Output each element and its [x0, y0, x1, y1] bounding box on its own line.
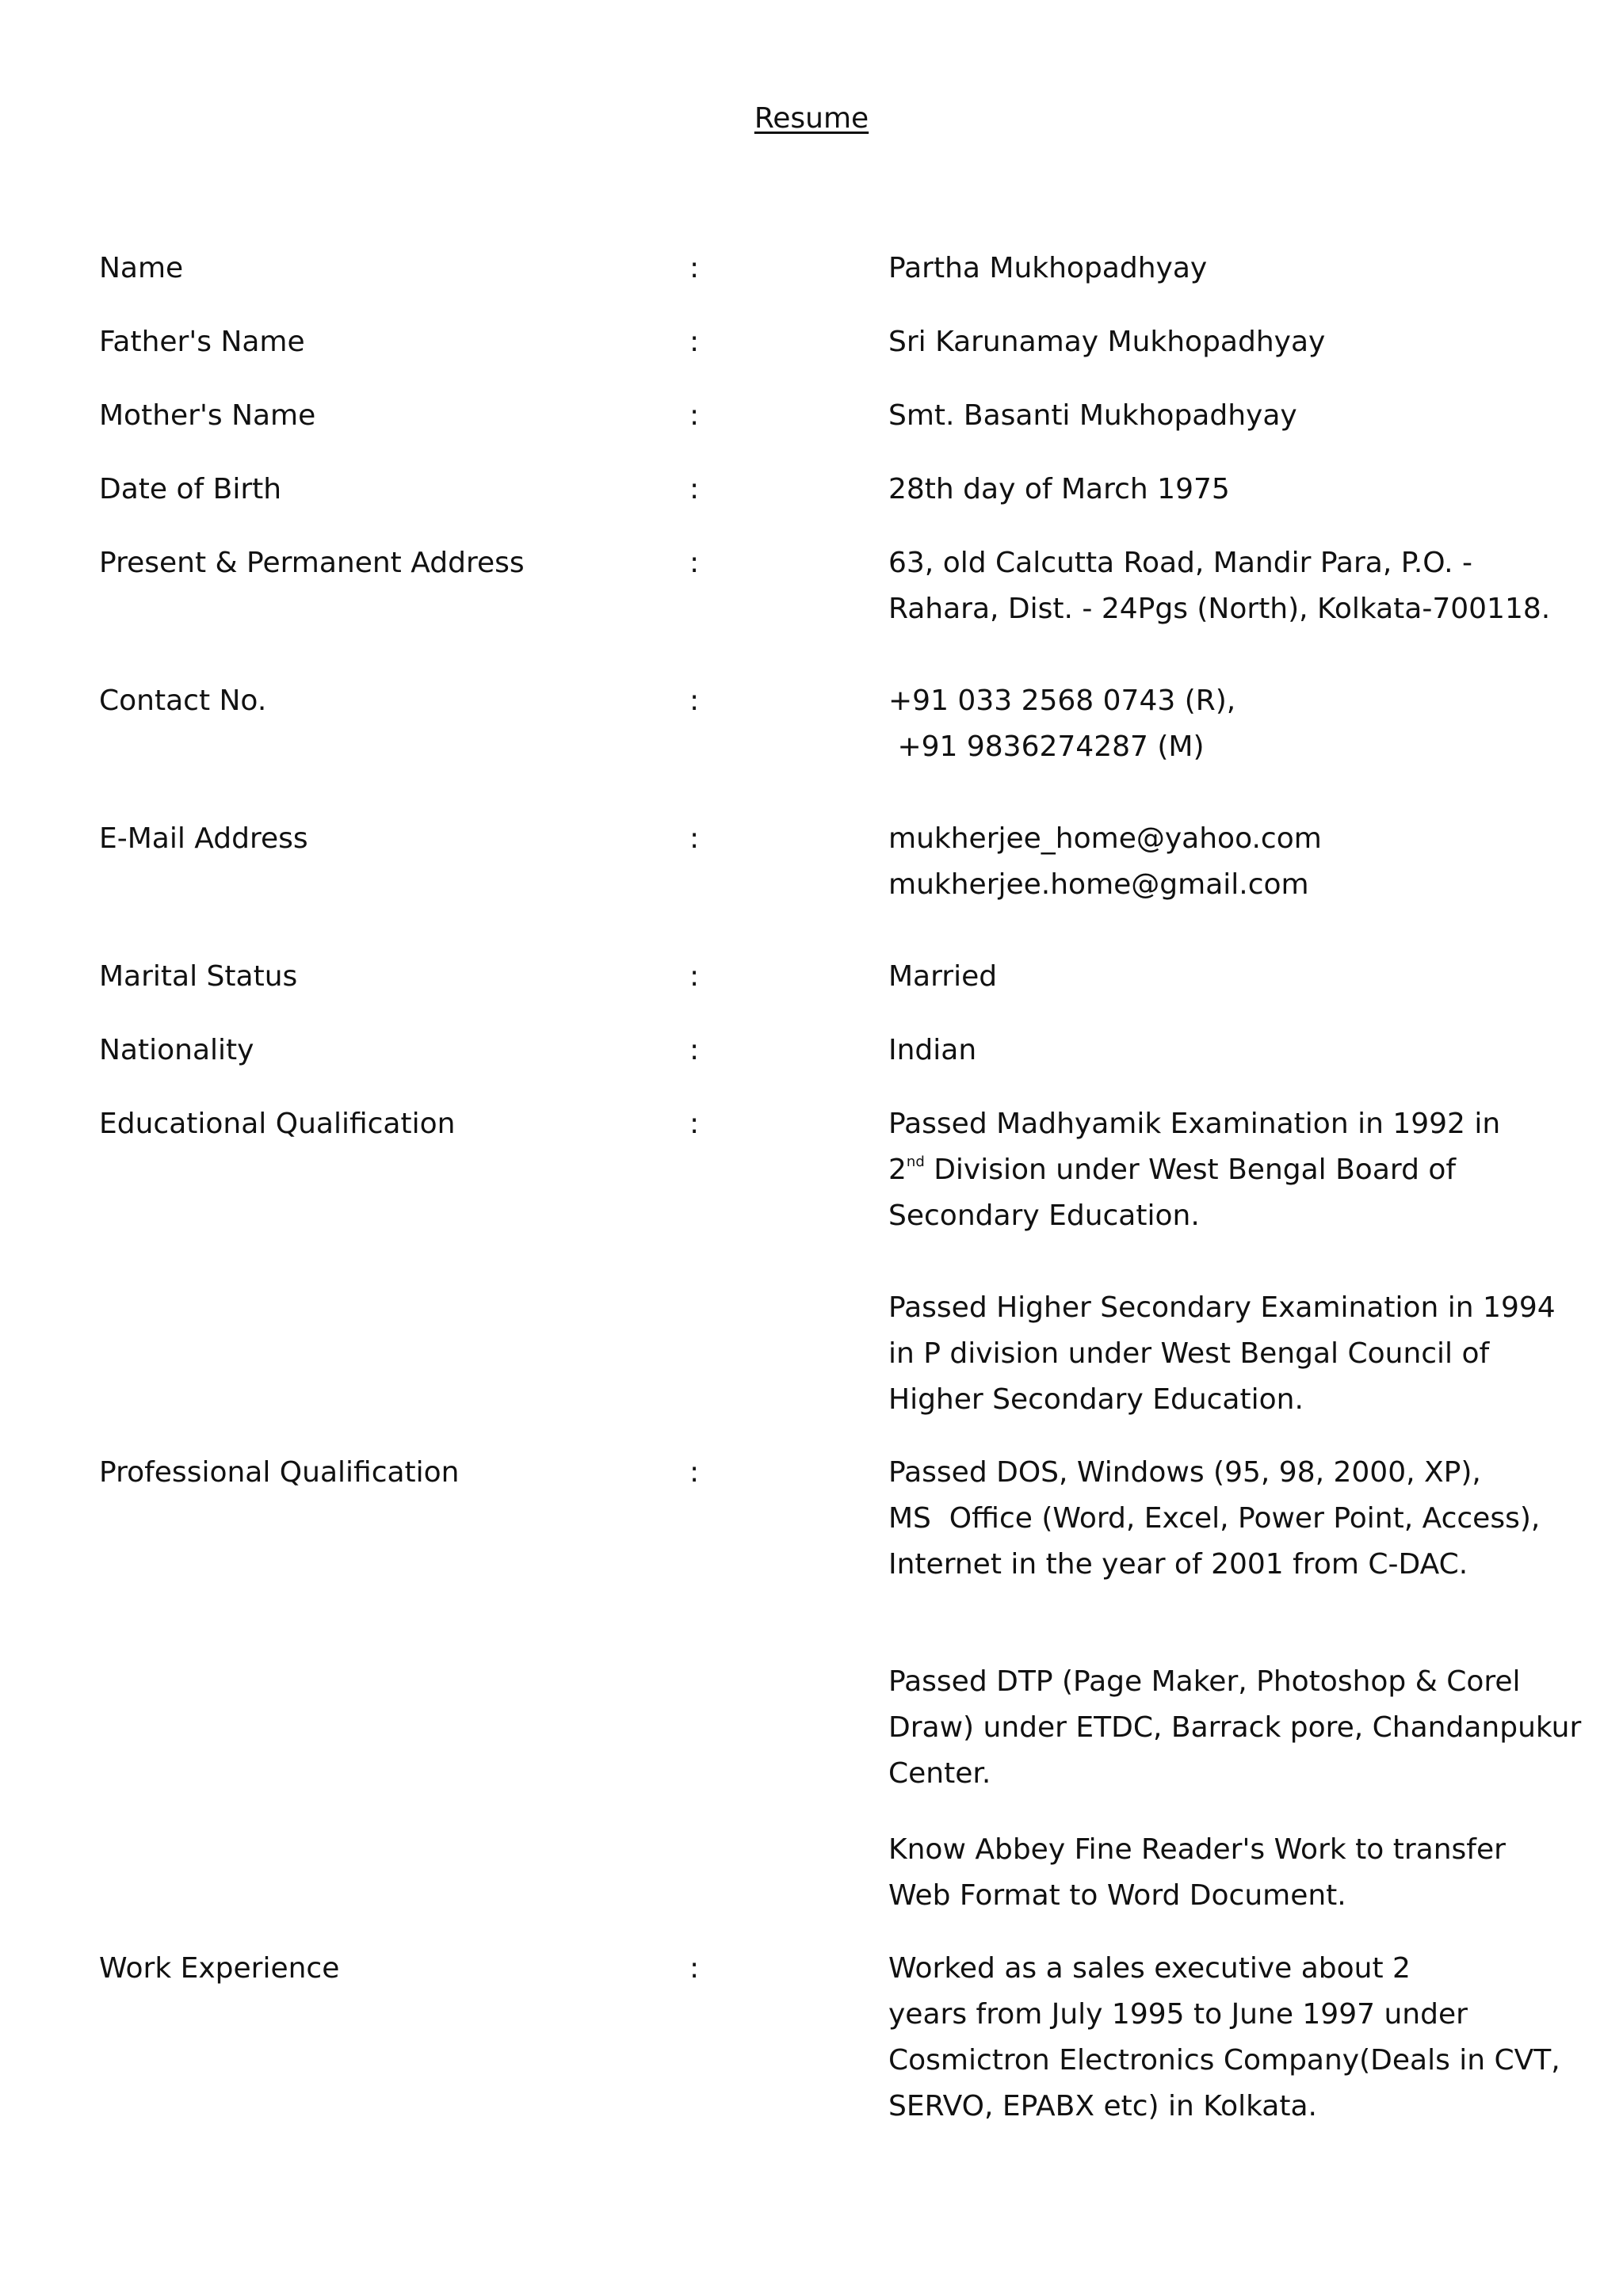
division-number: 2 — [888, 1154, 907, 1186]
professional-computer-course — [888, 1450, 1586, 1588]
professional-fine-reader — [888, 1827, 1586, 1919]
nationality-separator: : — [689, 1034, 700, 1066]
contact-label: Contact No. — [99, 685, 267, 717]
education-hs-line-3: Higher Secondary Education. — [888, 1383, 1304, 1416]
mother-name-value: Smt. Basanti Mukhopadhyay — [888, 399, 1297, 432]
education-higher-secondary — [888, 1285, 1586, 1423]
marital-status-separator: : — [689, 960, 700, 993]
education-separator: : — [689, 1108, 700, 1140]
work-experience-line-2: years from July 1995 to June 1997 under — [888, 1998, 1468, 2031]
email-label: E-Mail Address — [99, 822, 308, 855]
work-experience-separator: : — [689, 1952, 700, 1985]
education-madhyamik-line-2 — [888, 1147, 1586, 1193]
professional-p2-line-3: Center. — [888, 1757, 991, 1790]
professional-p1-line-3: Internet in the year of 2001 from C-DAC. — [888, 1548, 1468, 1581]
education-madhyamik-line-3: Secondary Education. — [888, 1199, 1200, 1232]
mother-name-separator: : — [689, 399, 700, 432]
contact-separator: : — [689, 685, 700, 717]
education-madhyamik-line-2-rest: Division under West Bengal Board of — [924, 1154, 1457, 1186]
professional-p2-line-2: Draw) under ETDC, Barrack pore, Chandanpukur — [888, 1711, 1582, 1744]
mother-name-label: Mother's Name — [99, 399, 316, 432]
education-madhyamik-line-1: Passed Madhyamik Examination in 1992 in — [888, 1108, 1501, 1140]
nationality-value: Indian — [888, 1034, 977, 1066]
education-madhyamik — [888, 1101, 1586, 1239]
professional-p1-line-2: MS Office (Word, Excel, Power Point, Access), — [888, 1502, 1541, 1535]
address-line-1: 63, old Calcutta Road, Mandir Para, P.O. - — [888, 547, 1473, 579]
address-label: Present & Permanent Address — [99, 547, 525, 579]
name-label: Name — [99, 252, 184, 284]
marital-status-label: Marital Status — [99, 960, 298, 993]
professional-p1-line-1: Passed DOS, Windows (95, 98, 2000, XP), — [888, 1456, 1481, 1489]
professional-separator: : — [689, 1456, 700, 1489]
education-hs-line-2: in P division under West Bengal Council of — [888, 1337, 1490, 1370]
dob-separator: : — [689, 473, 700, 505]
name-separator: : — [689, 252, 700, 284]
contact-phone-residence: +91 033 2568 0743 (R), — [888, 685, 1236, 717]
name-value: Partha Mukhopadhyay — [888, 252, 1208, 284]
professional-p3-line-1: Know Abbey Fine Reader's Work to transfer — [888, 1833, 1506, 1866]
dob-value: 28th day of March 1975 — [888, 473, 1230, 505]
nationality-label: Nationality — [99, 1034, 254, 1066]
email-separator: : — [689, 822, 700, 855]
father-name-value: Sri Karunamay Mukhopadhyay — [888, 326, 1326, 358]
work-experience-line-4: SERVO, EPABX etc) in Kolkata. — [888, 2090, 1317, 2122]
professional-dtp-course — [888, 1659, 1586, 1797]
resume-title: Resume — [754, 102, 869, 135]
work-experience-label: Work Experience — [99, 1952, 340, 1985]
email-address-2: mukherjee.home@gmail.com — [888, 868, 1309, 901]
marital-status-value: Married — [888, 960, 998, 993]
work-experience-line-3: Cosmictron Electronics Company(Deals in CVT, — [888, 2044, 1560, 2077]
father-name-label: Father's Name — [99, 326, 305, 358]
address-line-2: Rahara, Dist. - 24Pgs (North), Kolkata-700118. — [888, 593, 1551, 625]
education-label: Educational Qualification — [99, 1108, 456, 1140]
address-separator: : — [689, 547, 700, 579]
contact-phone-mobile: +91 9836274287 (M) — [888, 730, 1205, 763]
father-name-separator: : — [689, 326, 700, 358]
ordinal-suffix: nd — [906, 1154, 925, 1170]
professional-p3-line-2: Web Format to Word Document. — [888, 1879, 1346, 1912]
education-hs-line-1: Passed Higher Secondary Examination in 1994 — [888, 1291, 1556, 1324]
dob-label: Date of Birth — [99, 473, 282, 505]
work-experience-line-1: Worked as a sales executive about 2 — [888, 1952, 1411, 1985]
professional-label: Professional Qualification — [99, 1456, 460, 1489]
email-address-1: mukherjee_home@yahoo.com — [888, 822, 1322, 855]
professional-p2-line-1: Passed DTP (Page Maker, Photoshop & Corel — [888, 1665, 1521, 1698]
